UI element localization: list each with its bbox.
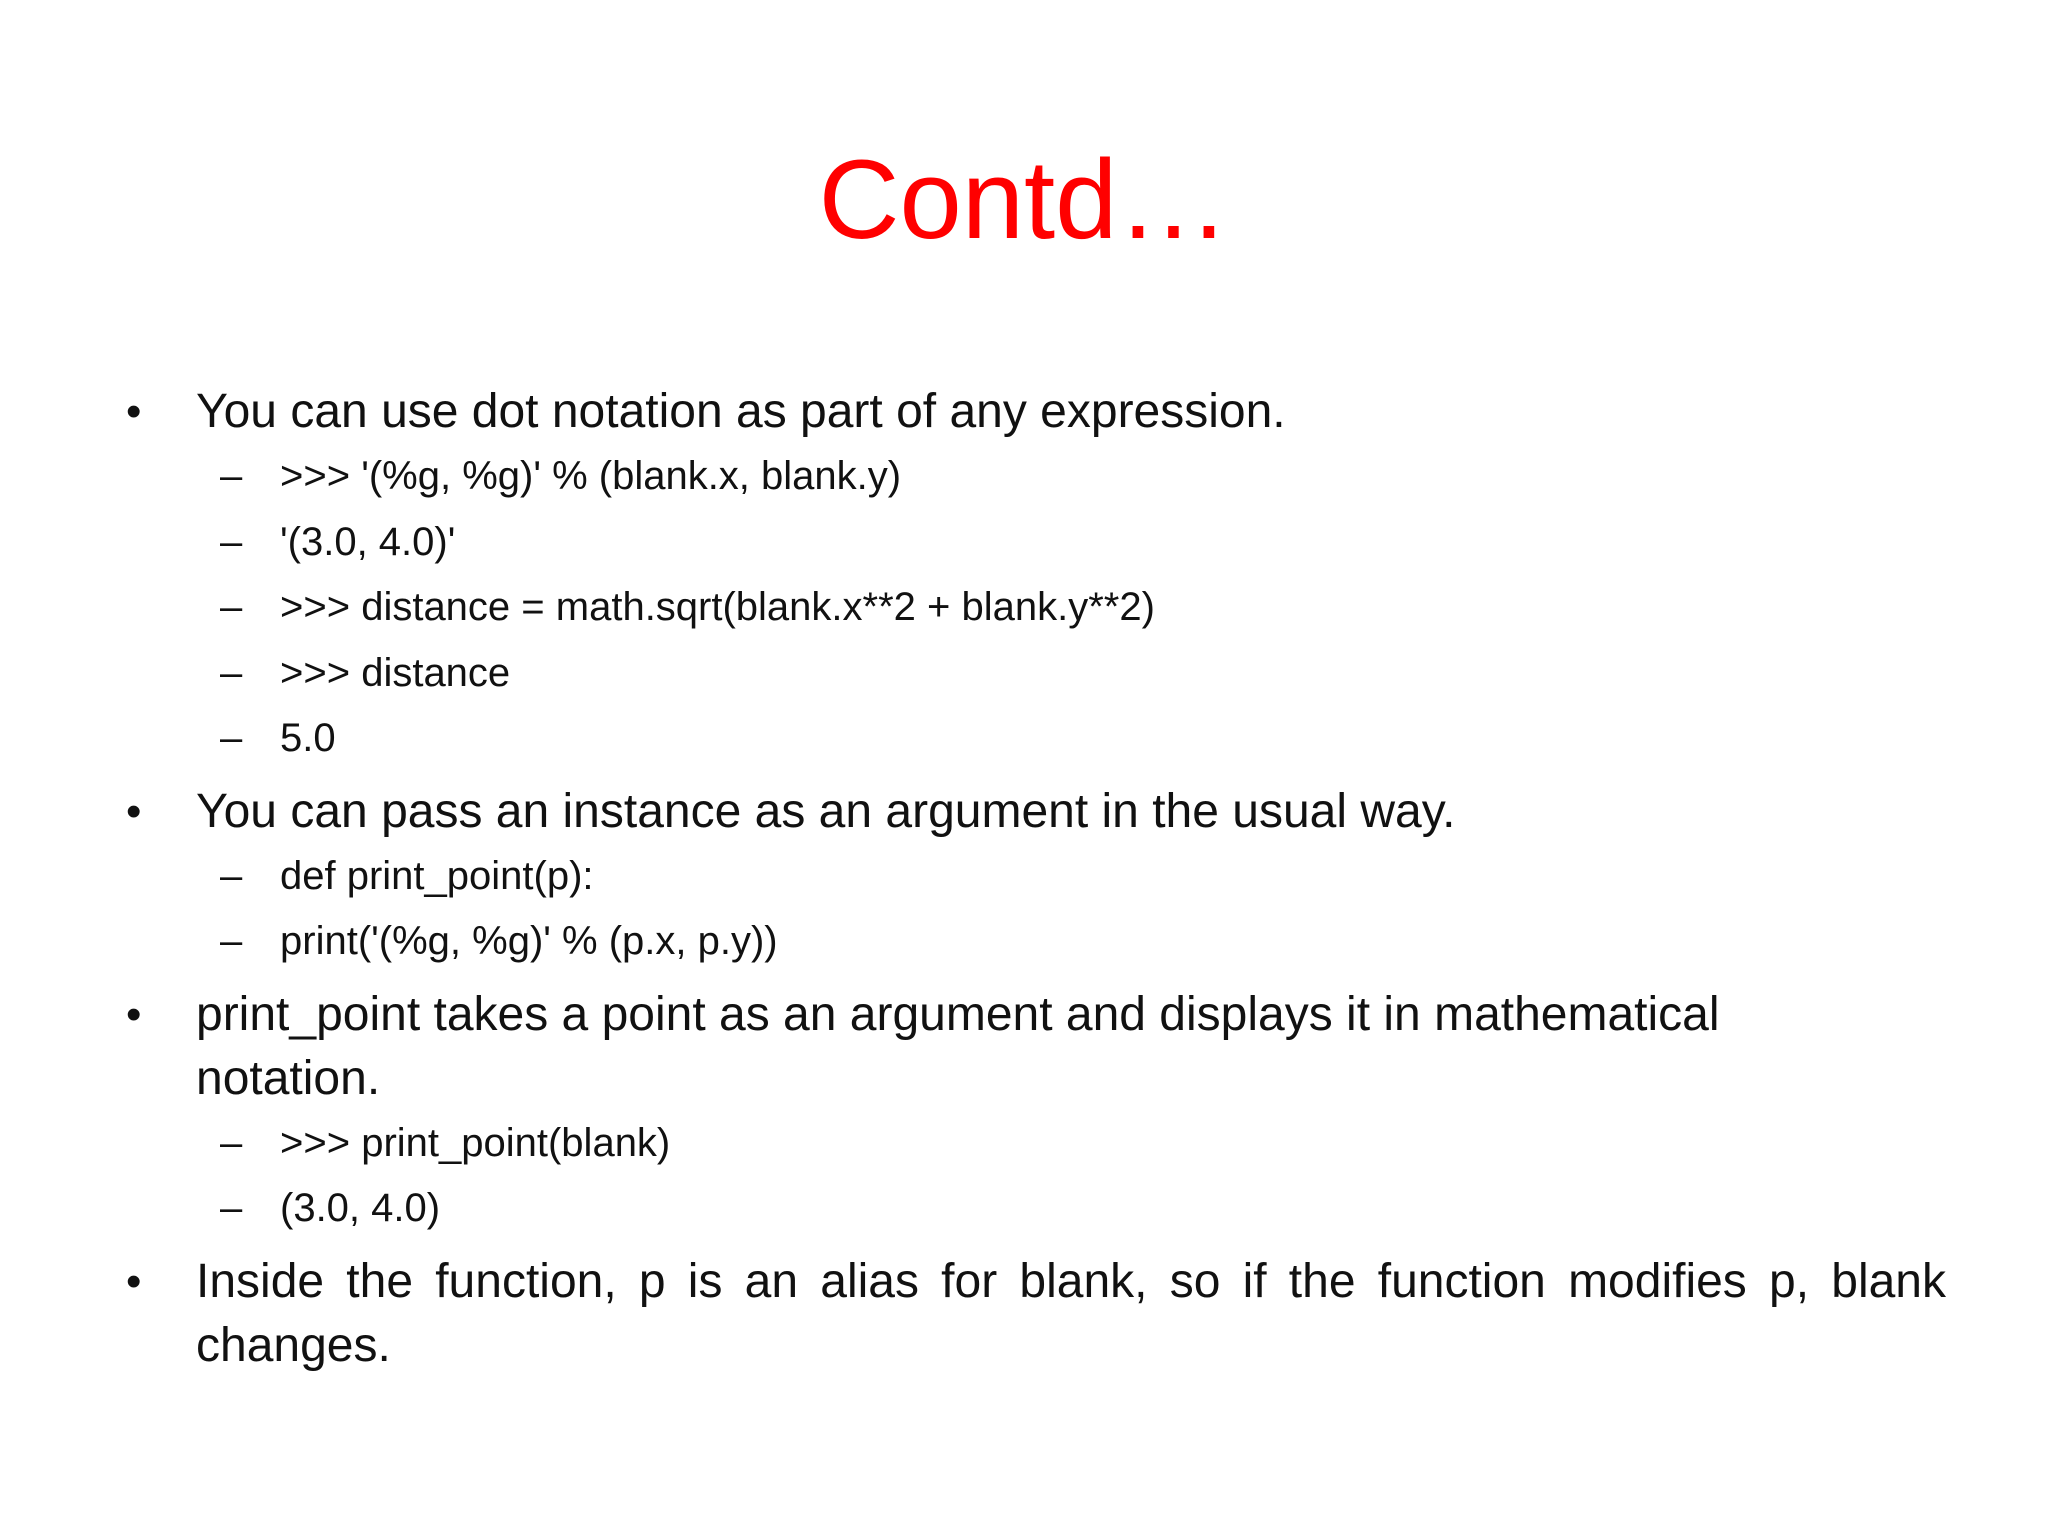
sub-bullet-item [120,575,1946,641]
bullet-marker: • [126,387,142,436]
sub-bullet-item [120,706,1946,772]
sub-bullet-text: >>> distance [280,650,511,695]
slide-body [120,372,1946,1378]
sub-bullet-marker: – [220,650,243,695]
sub-bullet-item [120,844,1946,910]
slide-title: Contd… [818,137,1230,262]
sub-bullet-item [120,641,1946,707]
sub-bullet-marker: – [220,853,243,898]
sub-bullet-item [120,1111,1946,1177]
bullet-text: Inside the function, p is an alias for blank, so if the function modifies p, blank changes. [196,1254,1946,1372]
sub-bullet-marker: – [220,919,243,963]
bullet-marker: • [126,1256,142,1306]
sub-bullet-marker: – [220,454,243,498]
sub-bullet-text: (3.0, 4.0) [280,1186,441,1230]
sub-bullet-marker: – [220,1186,243,1230]
sub-bullet-marker: – [220,519,243,564]
bullet-text: print_point takes a point as an argument and displays it in mathematical notation. [196,987,1720,1105]
bullet-text: You can use dot notation as part of any expression. [196,385,1286,438]
sub-bullet-text: >>> '(%g, %g)' % (blank.x, blank.y) [280,454,902,498]
bullet-item [120,983,1946,1111]
sub-bullet-item [120,909,1946,975]
sub-bullet-marker: – [220,1120,243,1165]
sub-bullet-text: def print_point(p): [280,853,594,898]
sub-bullet-text: print('(%g, %g)' % (p.x, p.y)) [280,919,778,963]
sub-bullet-text: '(3.0, 4.0)' [280,519,456,564]
bullet-item [120,1250,1946,1378]
sub-bullet-text: >>> distance = math.sqrt(blank.x**2 + blank.y**2) [280,585,1155,629]
bullet-item [120,780,1946,844]
sub-bullet-text: 5.0 [280,716,336,760]
bullet-marker: • [126,786,142,836]
bullet-marker: • [126,989,142,1039]
bullet-text: You can pass an instance as an argument in the usual way. [196,784,1456,838]
sub-bullet-marker: – [220,585,243,629]
sub-bullet-text: >>> print_point(blank) [280,1120,671,1165]
bullet-item [120,380,1946,444]
sub-bullet-item [120,510,1946,576]
sub-bullet-item [120,1176,1946,1242]
sub-bullet-marker: – [220,716,243,760]
sub-bullet-item [120,444,1946,510]
